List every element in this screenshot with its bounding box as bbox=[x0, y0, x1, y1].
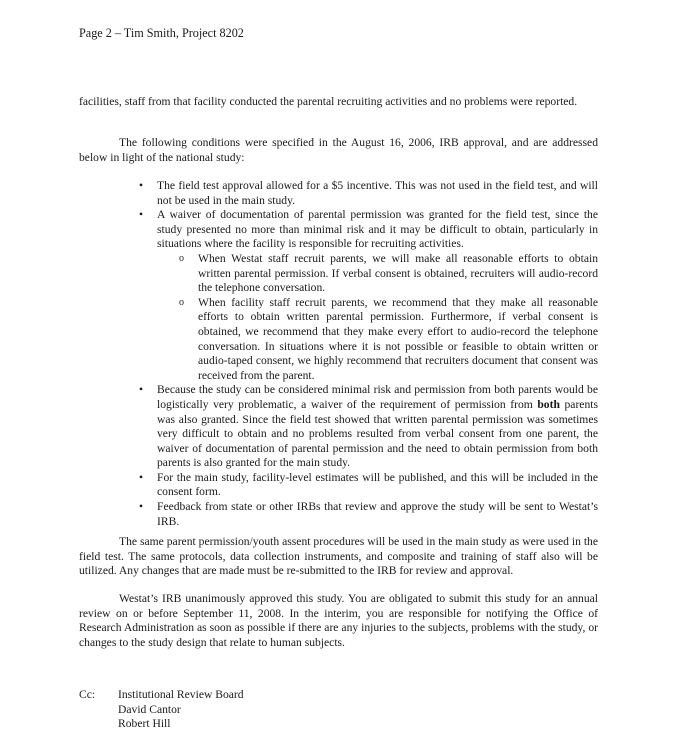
bullet-icon: • bbox=[139, 500, 144, 514]
list-item-text: For the main study, facility-level estimates will be published, and this will be included in the consent form. bbox=[157, 470, 598, 499]
list-item-text-start: Because the study can be considered minimal risk and permission from both parents would be logistically very problematic, a waiver of the requirement of permission from bbox=[157, 383, 598, 411]
circle-bullet-icon: o bbox=[179, 252, 184, 264]
sub-list-item bbox=[157, 252, 598, 296]
bullet-icon: • bbox=[139, 208, 144, 222]
cc-recipient: David Cantor bbox=[118, 702, 181, 716]
sub-list bbox=[157, 252, 598, 383]
cc-recipient: Robert Hill bbox=[118, 717, 171, 731]
page-header: Page 2 – Tim Smith, Project 8202 bbox=[79, 26, 244, 40]
circle-bullet-icon: o bbox=[179, 296, 184, 308]
list-item-text: A waiver of documentation of parental permission was granted for the field test, since the study presented no more than minimal risk and it may be difficult to obtain, particularly in situations where the facility is responsible for recruiting activities. bbox=[157, 208, 598, 251]
sub-list-item bbox=[157, 296, 598, 384]
sub-list-item-text: When Westat staff recruit parents, we will make all reasonable efforts to obtain written parental permission. If verbal consent is obtained, recruiters will audio-record the telephone conversation. bbox=[198, 251, 598, 295]
list-item-text: The field test approval allowed for a $5 incentive. This was not used in the field test, and will not be used in the main study. bbox=[157, 179, 598, 207]
list-item bbox=[79, 500, 598, 529]
bullet-icon: • bbox=[139, 179, 144, 192]
list-item bbox=[79, 383, 598, 471]
list-item-text-bold: both bbox=[537, 397, 560, 411]
list-item-text-end: parents was also granted. Since the field test showed that written parental permission was sometimes very difficult to obtain and no problems resulted from verbal consent from one parent, the waiver of documentation of parental permission and the need to obtain permission from both parents is also granted for the main study. bbox=[157, 397, 598, 470]
paragraph-approval: Westat’s IRB unanimously approved this study. You are obligated to submit this study for an annual review on or before September 11, 2008. In the interim, you are responsible for notifying the Office of Research Administration as soon as possible if there are any injuries to the subjects, problems with the study, or changes to the study design that relate to human subjects. bbox=[79, 592, 598, 649]
cc-label: Cc: bbox=[79, 688, 96, 701]
paragraph-continued: facilities, staff from that facility conducted the parental recruiting activities and no problems were reported. bbox=[79, 95, 578, 108]
list-item bbox=[79, 179, 598, 208]
sub-list-item-text: When facility staff recruit parents, we recommend that they make all reasonable efforts to obtain written parental permission. Furthermore, if verbal consent is obtained, we recommend that they make every effort to audio-record the telephone conversation. In situations where it is not possible or feasible to obtain written or audio-taped consent, we highly recommend that recruiters document that consent was received from the parent. bbox=[198, 295, 598, 382]
list-item bbox=[79, 208, 598, 383]
cc-recipients bbox=[118, 688, 244, 732]
paragraph-procedures: The same parent permission/youth assent procedures will be used in the main study as were used in the field test. The same protocols, data collection instruments, and composite and training of staff also will be utilized. Any changes that are made must be re-submitted to the IRB for review and approval. bbox=[79, 535, 598, 578]
list-item-text: Feedback from state or other IRBs that review and approve the study will be sent to Westat’s IRB. bbox=[157, 500, 598, 528]
conditions-list bbox=[79, 179, 598, 529]
paragraph-conditions-intro: The following conditions were specified in the August 16, 2006, IRB approval, and are addressed below in light of the national study: bbox=[79, 136, 598, 164]
cc-recipient: Institutional Review Board bbox=[118, 688, 244, 701]
bullet-icon: • bbox=[139, 383, 144, 397]
bullet-icon: • bbox=[139, 470, 144, 484]
list-item bbox=[79, 471, 598, 500]
